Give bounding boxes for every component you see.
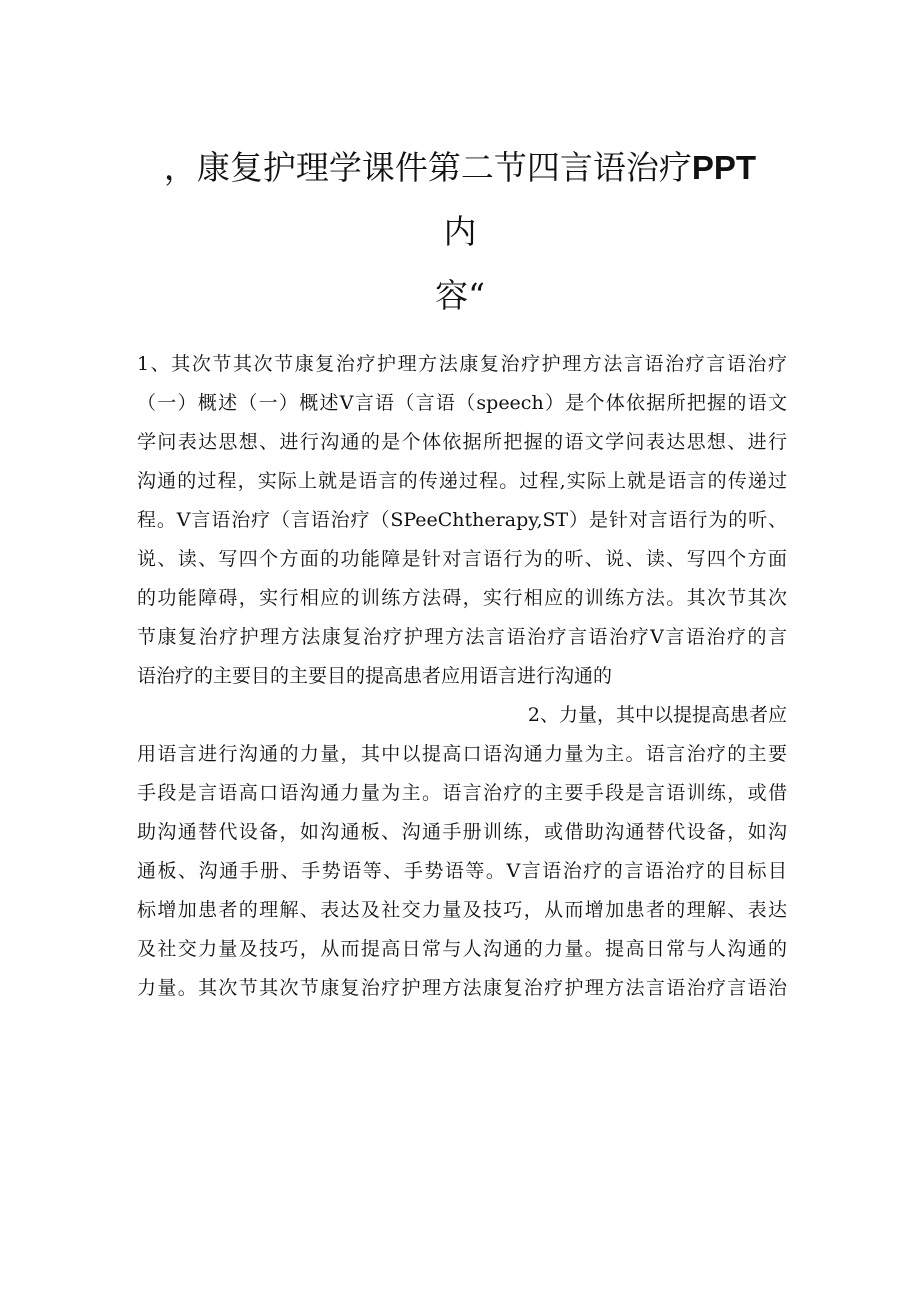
title-line-3: 容“ (435, 276, 485, 315)
title-line-1 (100, 136, 820, 200)
title-line-2: 内 (443, 212, 477, 251)
paragraph-line: 及社交力量及技巧，从而提高日常与人沟通的力量。提高日常与人沟通的 (137, 938, 787, 960)
paragraph-line: 通板、沟通手册、手势语等、手势语等。Ⅴ言语治疗的言语治疗的目标目 (137, 860, 787, 882)
paragraph-line: 力量。其次节其次节康复治疗护理方法康复治疗护理方法言语治疗言语治 (137, 977, 787, 999)
paragraph-line: 手段是言语高口语沟通力量为主。语言治疗的主要手段是言语训练，或借 (137, 782, 787, 804)
paragraph-line: 节康复治疗护理方法康复治疗护理方法言语治疗言语治疗Ⅴ言语治疗的言 (137, 626, 787, 648)
paragraph-line: 标增加患者的理解、表达及社交力量及技巧，从而增加患者的理解、表达 (137, 899, 787, 921)
paragraph-line: 助沟通替代设备，如沟通板、沟通手册训练，或借助沟通替代设备，如沟 (137, 821, 787, 843)
title-latin-fragment: PPT (691, 149, 757, 186)
paragraph-line: 程。Ⅴ言语治疗（言语治疗（SPeeChtherapy,ST）是针对言语行为的听、 (137, 509, 787, 531)
paragraph-line: 沟通的过程，实际上就是语言的传递过程。过程,实际上就是语言的传递过 (137, 470, 787, 492)
paragraph-line: 语治疗的主要目的主要目的提高患者应用语言进行沟通的 (137, 665, 613, 687)
paragraph-line: 2、力量，其中以提提高患者应 (527, 704, 787, 726)
paragraph-line: 1、其次节其次节康复治疗护理方法康复治疗护理方法言语治疗言语治疗 (137, 353, 787, 375)
body-text (137, 345, 787, 1008)
paragraph-line: 用语言进行沟通的力量，其中以提高口语沟通力量为主。语言治疗的主要 (137, 743, 787, 765)
document-title (100, 136, 820, 328)
paragraph-line: 说、读、写四个方面的功能障是针对言语行为的听、说、读、写四个方面 (137, 548, 787, 570)
paragraph-line: （一）概述（一）概述Ⅴ言语（言语（speech）是个体依据所把握的语文 (137, 392, 787, 414)
paragraph-line: 学问表达思想、进行沟通的是个体依据所把握的语文学问表达思想、进行 (137, 431, 787, 453)
title-text-1: ，康复护理学课件第二节四言语治疗PPT (163, 148, 757, 187)
paragraph-line: 的功能障碍，实行相应的训练方法碍，实行相应的训练方法。其次节其次 (137, 587, 787, 609)
